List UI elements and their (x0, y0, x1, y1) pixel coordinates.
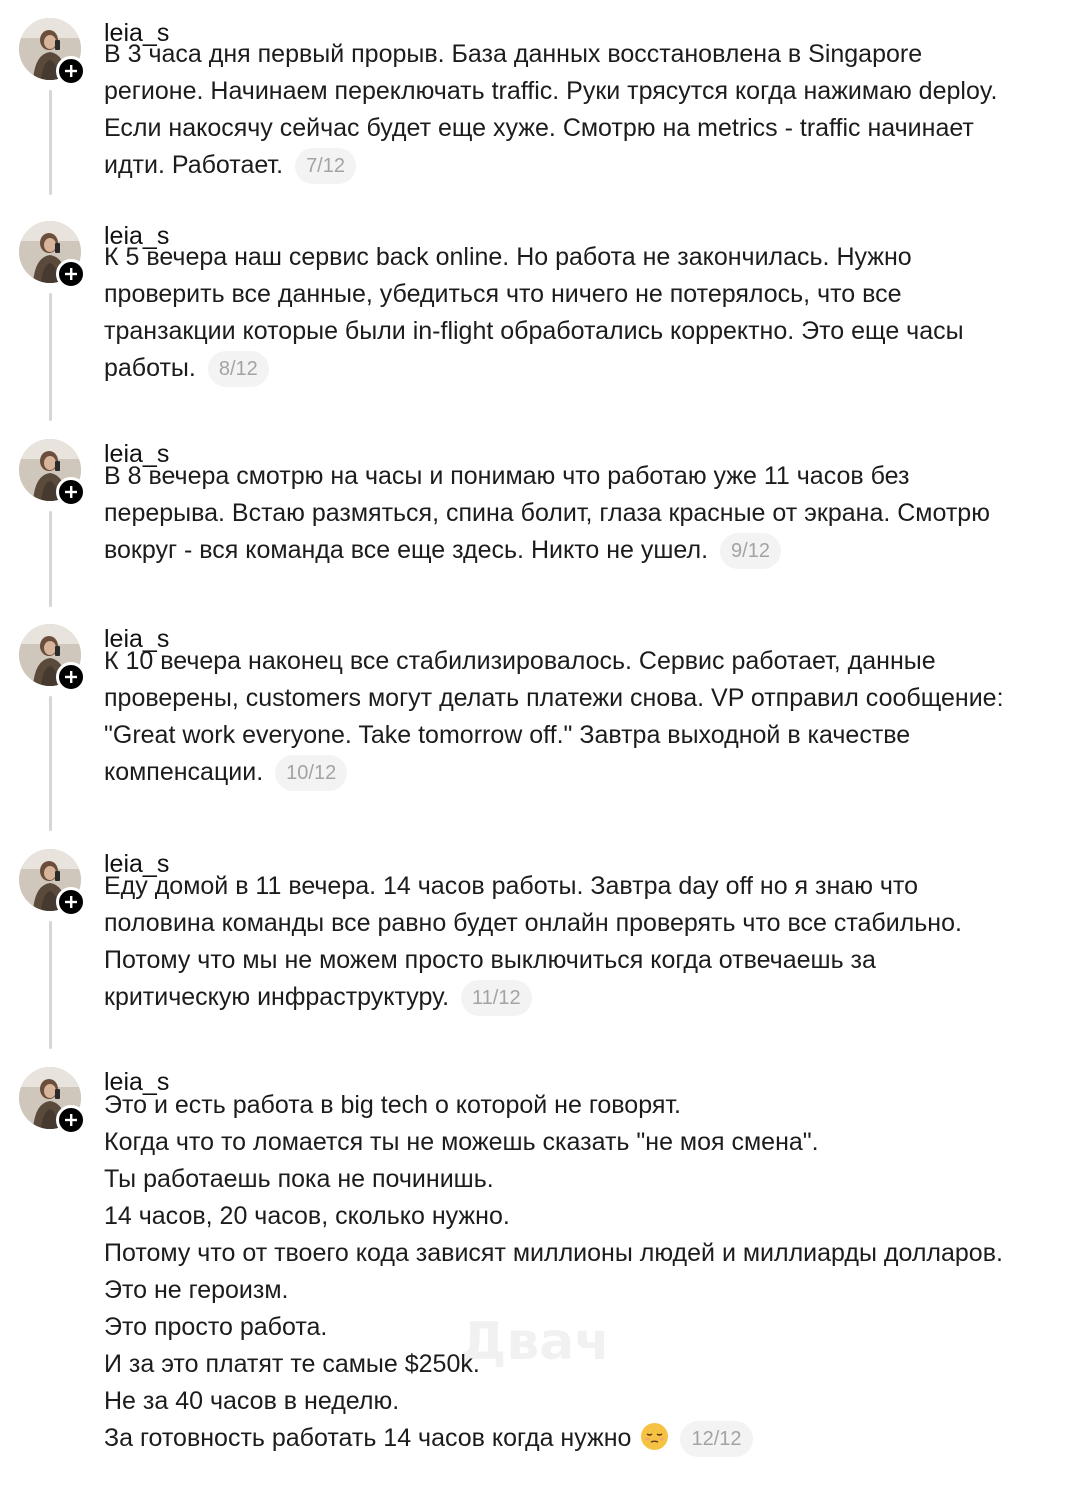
post-text-line (104, 1198, 1054, 1235)
thread-counter-badge: 8/12 (208, 351, 269, 387)
post-text-line-content: работы. (104, 354, 196, 382)
post-text-line-content: 14 часов, 20 часов, сколько нужно. (104, 1202, 510, 1230)
post-text-line-content: Потому что от твоего кода зависят миллионы людей и миллиарды долларов. (104, 1239, 1003, 1267)
post-text-line (104, 1383, 1054, 1420)
username[interactable]: leia_s (104, 1068, 170, 1096)
post-text (104, 643, 1054, 791)
thread-connector-line (49, 511, 52, 607)
post-text-line (104, 73, 1054, 110)
post-text-line-content: регионе. Начинаем переключать traffic. Руки трясутся когда нажимаю deploy. (104, 77, 998, 105)
post-text-line-content: Когда что то ломается ты не можешь сказать "не моя смена". (104, 1128, 819, 1156)
post-text-line-content: идти. Работает. (104, 151, 284, 179)
post-text-line (104, 1161, 1054, 1198)
thread-counter-badge: 12/12 (680, 1421, 752, 1457)
follow-plus-icon[interactable] (56, 662, 86, 692)
follow-plus-icon[interactable] (56, 56, 86, 86)
post-text-line-content: Если накосячу сейчас будет еще хуже. Смотрю на metrics - traffic начинает (104, 114, 974, 142)
follow-plus-icon[interactable] (56, 477, 86, 507)
post-text-line (104, 458, 1054, 495)
post-text-line-content: В 3 часа дня первый прорыв. База данных восстановлена в Singapore (104, 40, 923, 68)
post-text-line-content: К 5 вечера наш сервис back online. Но работа не закончилась. Нужно (104, 243, 912, 271)
post-text-line-content: Потому что мы не можем просто выключиться когда отвечаешь за (104, 946, 876, 974)
post-text-line (104, 1420, 1054, 1457)
watermark (460, 1312, 660, 1382)
post-text-line-content: вокруг - вся команда все еще здесь. Никто не ушел. (104, 536, 709, 564)
username[interactable]: leia_s (104, 19, 170, 47)
post-text-line (104, 276, 1054, 313)
post-text-line-content: Это просто работа. (104, 1313, 328, 1341)
thread-counter-badge: 11/12 (461, 980, 532, 1016)
post-text-line (104, 110, 1054, 147)
thread-counter-badge: 10/12 (275, 755, 347, 791)
post-text-line (104, 1235, 1054, 1272)
post-text-line (104, 680, 1054, 717)
post-text-line-content: К 10 вечера наконец все стабилизировалось. Сервис работает, данные (104, 647, 936, 675)
thread-counter-badge: 9/12 (720, 533, 781, 569)
post-text-line-content: критическую инфраструктуру. (104, 983, 450, 1011)
post-text-line (104, 905, 1054, 942)
post-text-line (104, 147, 1054, 184)
username[interactable]: leia_s (104, 440, 170, 468)
post-text-line-content: За готовность работать 14 часов когда нужно (104, 1424, 632, 1452)
post-text-line (104, 717, 1054, 754)
post-text-line (104, 643, 1054, 680)
username[interactable]: leia_s (104, 625, 170, 653)
post-text-line-content: половина команды все равно будет онлайн проверять что все стабильно. (104, 909, 962, 937)
post-text-line-content: проверить все данные, убедиться что ничего не потерялось, что все (104, 280, 902, 308)
post-text-line-content: компенсации. (104, 758, 264, 786)
post-text (104, 1087, 1054, 1457)
post-text-line (104, 532, 1054, 569)
thread-connector-line (49, 293, 52, 421)
post-text-line (104, 36, 1054, 73)
thread-counter-badge: 7/12 (295, 148, 356, 184)
post-text-line-content: Ты работаешь пока не починишь. (104, 1165, 494, 1193)
thread-connector-line (49, 90, 52, 195)
post-text-line (104, 979, 1054, 1016)
post-text-line-content: Это и есть работа в big tech о которой не говорят. (104, 1091, 681, 1119)
thread-connector-line (49, 696, 52, 831)
thread-connector-line (49, 921, 52, 1049)
post-text-line (104, 1087, 1054, 1124)
post-text-line-content: транзакции которые были in-flight обработались корректно. Это еще часы (104, 317, 964, 345)
post-text-line-content: проверены, customers могут делать платежи снова. VP отправил сообщение: (104, 684, 1004, 712)
post-text-line (104, 350, 1054, 387)
post-text-line (104, 239, 1054, 276)
username[interactable]: leia_s (104, 850, 170, 878)
post-text-line-content: И за это платят те самые $250k. (104, 1350, 480, 1378)
post-text-line (104, 313, 1054, 350)
post-text-line-content: В 8 вечера смотрю на часы и понимаю что работаю уже 11 часов без (104, 462, 910, 490)
pensive-face-emoji (641, 1423, 668, 1450)
post-text (104, 239, 1054, 387)
watermark-text: Двач (460, 1312, 611, 1372)
post-text-line-content: Еду домой в 11 вечера. 14 часов работы. Завтра day off но я знаю что (104, 872, 919, 900)
username[interactable]: leia_s (104, 222, 170, 250)
post-text-line-content: Не за 40 часов в неделю. (104, 1387, 400, 1415)
follow-plus-icon[interactable] (56, 259, 86, 289)
follow-plus-icon[interactable] (56, 1105, 86, 1135)
follow-plus-icon[interactable] (56, 887, 86, 917)
post-text-line-content: перерыва. Встаю размяться, спина болит, глаза красные от экрана. Смотрю (104, 499, 990, 527)
post-text (104, 458, 1054, 569)
post-text-line-content: "Great work everyone. Take tomorrow off." Завтра выходной в качестве (104, 721, 911, 749)
post-text-line (104, 942, 1054, 979)
post-text-line (104, 1124, 1054, 1161)
post-text-line (104, 754, 1054, 791)
post-text-line (104, 868, 1054, 905)
post-text (104, 868, 1054, 1016)
post-text-line (104, 1272, 1054, 1309)
post-text-line-content: Это не героизм. (104, 1276, 289, 1304)
post-text-line (104, 495, 1054, 532)
post-text (104, 36, 1054, 184)
